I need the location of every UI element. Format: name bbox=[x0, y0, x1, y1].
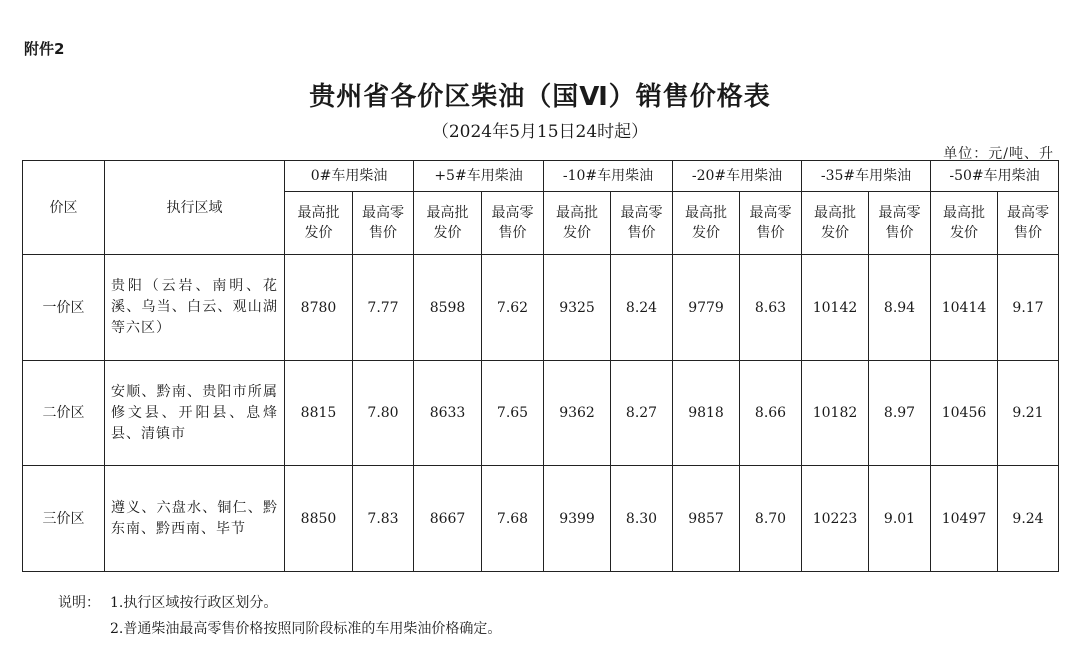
price-table bbox=[22, 160, 1059, 572]
retail-price: 7.80 bbox=[353, 360, 414, 466]
retail-price: 9.01 bbox=[869, 466, 931, 572]
retail-price: 7.77 bbox=[353, 255, 414, 361]
zone-cell: 二价区 bbox=[23, 360, 105, 466]
wholesale-header bbox=[285, 192, 353, 255]
wholesale-header-line: 发价 bbox=[692, 225, 721, 242]
wholesale-header-line: 发价 bbox=[563, 225, 592, 242]
retail-header-line: 售价 bbox=[627, 225, 656, 242]
retail-price: 8.70 bbox=[740, 466, 802, 572]
retail-header-line: 售价 bbox=[369, 225, 397, 242]
retail-header-line: 售价 bbox=[885, 225, 914, 242]
fuel-type-header: -50#车用柴油 bbox=[931, 161, 1059, 192]
retail-header-line: 售价 bbox=[1014, 225, 1043, 242]
table-row bbox=[23, 360, 1059, 466]
retail-header-line: 最高零 bbox=[878, 205, 921, 222]
retail-header bbox=[353, 192, 414, 255]
retail-header bbox=[611, 192, 673, 255]
wholesale-price: 10182 bbox=[802, 360, 869, 466]
wholesale-price: 9857 bbox=[673, 466, 740, 572]
wholesale-header bbox=[414, 192, 482, 255]
wholesale-header-line: 最高批 bbox=[814, 205, 857, 222]
wholesale-price: 8850 bbox=[285, 466, 353, 572]
wholesale-header-line: 发价 bbox=[304, 225, 333, 242]
retail-header-line: 最高零 bbox=[491, 205, 534, 222]
wholesale-header-line: 发价 bbox=[821, 225, 850, 242]
table-row bbox=[23, 466, 1059, 572]
wholesale-header-line: 最高批 bbox=[685, 205, 728, 222]
retail-price: 8.94 bbox=[869, 255, 931, 361]
wholesale-price: 8598 bbox=[414, 255, 482, 361]
wholesale-header bbox=[931, 192, 998, 255]
wholesale-header bbox=[802, 192, 869, 255]
zone-cell: 三价区 bbox=[23, 466, 105, 572]
wholesale-price: 8667 bbox=[414, 466, 482, 572]
attachment-label: 附件2 bbox=[24, 40, 65, 58]
unit-label: 单位：元/吨、升 bbox=[943, 146, 1054, 162]
wholesale-price: 9779 bbox=[673, 255, 740, 361]
retail-price: 8.24 bbox=[611, 255, 673, 361]
notes bbox=[58, 590, 501, 642]
fuel-type-header: +5#车用柴油 bbox=[414, 161, 544, 192]
retail-price: 9.17 bbox=[998, 255, 1059, 361]
wholesale-header bbox=[544, 192, 611, 255]
header-zone: 价区 bbox=[23, 161, 105, 255]
retail-header-line: 售价 bbox=[498, 225, 527, 242]
table-row bbox=[23, 255, 1059, 361]
retail-price: 8.97 bbox=[869, 360, 931, 466]
wholesale-price: 10497 bbox=[931, 466, 998, 572]
wholesale-price: 10142 bbox=[802, 255, 869, 361]
note-item: 1.执行区域按行政区划分。 bbox=[110, 595, 278, 611]
fuel-type-header: -35#车用柴油 bbox=[802, 161, 931, 192]
wholesale-price: 10456 bbox=[931, 360, 998, 466]
retail-price: 7.62 bbox=[482, 255, 544, 361]
wholesale-price: 10223 bbox=[802, 466, 869, 572]
wholesale-header-line: 发价 bbox=[950, 225, 979, 242]
wholesale-header-line: 最高批 bbox=[426, 205, 469, 222]
retail-price: 9.24 bbox=[998, 466, 1059, 572]
wholesale-price: 10414 bbox=[931, 255, 998, 361]
region-cell: 遵义、六盘水、铜仁、黔东南、黔西南、毕节 bbox=[105, 466, 285, 572]
retail-price: 7.68 bbox=[482, 466, 544, 572]
retail-header bbox=[869, 192, 931, 255]
notes-label: 说明： bbox=[58, 595, 100, 611]
wholesale-header-line: 发价 bbox=[433, 225, 462, 242]
wholesale-price: 8633 bbox=[414, 360, 482, 466]
retail-header-line: 最高零 bbox=[749, 205, 792, 222]
effective-date: （2024年5月15日24时起） bbox=[431, 122, 649, 142]
wholesale-header-line: 最高批 bbox=[943, 205, 986, 222]
wholesale-header-line: 最高批 bbox=[297, 205, 340, 222]
note-item: 2.普通柴油最高零售价格按照同阶段标准的车用柴油价格确定。 bbox=[110, 621, 502, 637]
header-region: 执行区域 bbox=[105, 161, 285, 255]
retail-price: 8.66 bbox=[740, 360, 802, 466]
wholesale-header bbox=[673, 192, 740, 255]
wholesale-header-line: 最高批 bbox=[556, 205, 599, 222]
fuel-type-header: -20#车用柴油 bbox=[673, 161, 802, 192]
fuel-type-header: 0#车用柴油 bbox=[285, 161, 414, 192]
wholesale-price: 8815 bbox=[285, 360, 353, 466]
region-cell: 安顺、黔南、贵阳市所属修文县、开阳县、息烽县、清镇市 bbox=[105, 360, 285, 466]
retail-header bbox=[740, 192, 802, 255]
retail-header bbox=[998, 192, 1059, 255]
wholesale-price: 9362 bbox=[544, 360, 611, 466]
retail-price: 8.30 bbox=[611, 466, 673, 572]
document-title: 贵州省各价区柴油（国Ⅵ）销售价格表 bbox=[309, 82, 771, 112]
wholesale-price: 8780 bbox=[285, 255, 353, 361]
retail-price: 8.27 bbox=[611, 360, 673, 466]
retail-header-line: 最高零 bbox=[620, 205, 663, 222]
retail-price: 7.65 bbox=[482, 360, 544, 466]
zone-cell: 一价区 bbox=[23, 255, 105, 361]
retail-header-line: 售价 bbox=[756, 225, 785, 242]
retail-price: 7.83 bbox=[353, 466, 414, 572]
retail-price: 9.21 bbox=[998, 360, 1059, 466]
wholesale-price: 9818 bbox=[673, 360, 740, 466]
retail-header-line: 最高零 bbox=[362, 205, 404, 222]
region-cell: 贵阳（云岩、南明、花溪、乌当、白云、观山湖等六区） bbox=[105, 255, 285, 361]
fuel-type-header: -10#车用柴油 bbox=[544, 161, 673, 192]
retail-header-line: 最高零 bbox=[1007, 205, 1050, 222]
retail-price: 8.63 bbox=[740, 255, 802, 361]
retail-header bbox=[482, 192, 544, 255]
wholesale-price: 9399 bbox=[544, 466, 611, 572]
wholesale-price: 9325 bbox=[544, 255, 611, 361]
